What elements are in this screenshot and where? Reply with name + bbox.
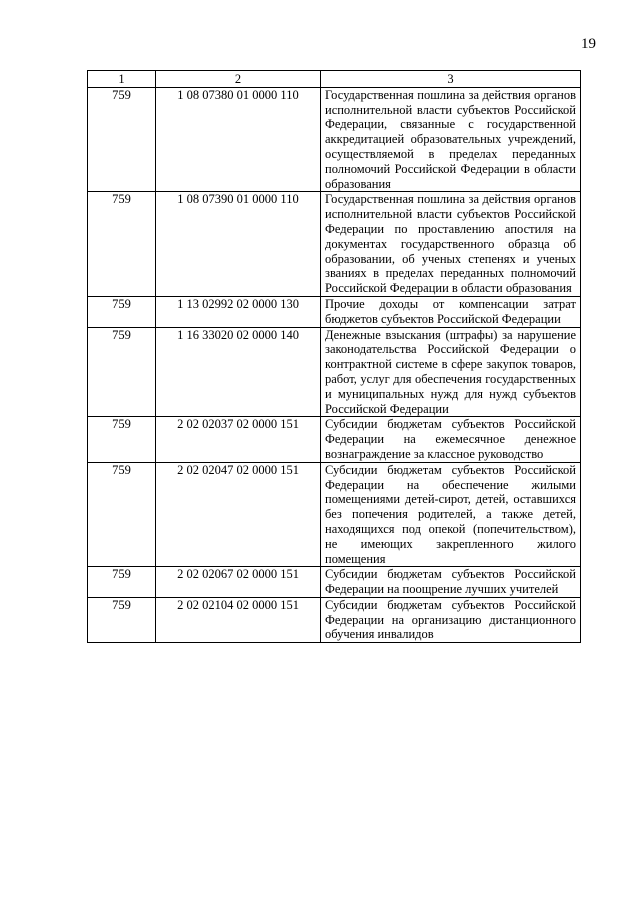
table-row — [88, 597, 581, 642]
admin-code-cell: 759 — [88, 462, 156, 567]
column-header-name: 3 — [321, 71, 581, 88]
admin-code-cell: 759 — [88, 192, 156, 297]
column-header-code: 2 — [156, 71, 321, 88]
table-row — [88, 567, 581, 598]
table-row — [88, 296, 581, 327]
revenue-name-cell: Денежные взыскания (штрафы) за нарушение законодательства Российской Федерации о контрактной системе в сфере закупок товаров, работ, услуг для обеспечения государственных и муниципальных нужд для нужд субъектов Российской Федерации — [321, 327, 581, 417]
revenue-name-cell: Государственная пошлина за действия органов исполнительной власти субъектов Российской Федерации по проставлению апостиля на документах государственного образца об образовании, об ученых степенях и ученых званиях в пределах переданных полномочий Российской Федерации в области образования — [321, 192, 581, 297]
budget-code-cell: 2 02 02104 02 0000 151 — [156, 597, 321, 642]
table-row — [88, 327, 581, 417]
revenue-name-cell: Субсидии бюджетам субъектов Российской Федерации на ежемесячное денежное вознаграждение за классное руководство — [321, 417, 581, 462]
revenue-name-cell: Прочие доходы от компенсации затрат бюджетов субъектов Российской Федерации — [321, 296, 581, 327]
budget-classification-table — [87, 70, 581, 643]
admin-code-cell: 759 — [88, 327, 156, 417]
admin-code-cell: 759 — [88, 296, 156, 327]
revenue-name-cell: Субсидии бюджетам субъектов Российской Федерации на поощрение лучших учителей — [321, 567, 581, 598]
revenue-name-cell: Субсидии бюджетам субъектов Российской Федерации на организацию дистанционного обучения инвалидов — [321, 597, 581, 642]
column-header-admin: 1 — [88, 71, 156, 88]
revenue-name-cell: Государственная пошлина за действия органов исполнительной власти субъектов Российской Федерации, связанные с государственной аккредитацией образовательных учреждений, осуществляемой в пределах переданных полномочий Российской Федерации в области образования — [321, 87, 581, 192]
budget-code-cell: 1 08 07390 01 0000 110 — [156, 192, 321, 297]
budget-code-cell: 1 08 07380 01 0000 110 — [156, 87, 321, 192]
budget-code-cell: 1 13 02992 02 0000 130 — [156, 296, 321, 327]
revenue-name-cell: Субсидии бюджетам субъектов Российской Федерации на обеспечение жилыми помещениями детей-сирот, детей, оставшихся без попечения родителей, а также детей, находящихся под опекой (попечительством), не имеющих закрепленного жилого помещения — [321, 462, 581, 567]
table-row — [88, 87, 581, 192]
admin-code-cell: 759 — [88, 87, 156, 192]
budget-code-cell: 2 02 02067 02 0000 151 — [156, 567, 321, 598]
table-body — [88, 87, 581, 642]
table-row — [88, 192, 581, 297]
page-number: 19 — [581, 36, 596, 52]
admin-code-cell: 759 — [88, 597, 156, 642]
table-header — [88, 71, 581, 88]
budget-code-cell: 2 02 02037 02 0000 151 — [156, 417, 321, 462]
table-row — [88, 417, 581, 462]
budget-code-cell: 1 16 33020 02 0000 140 — [156, 327, 321, 417]
header-row — [88, 71, 581, 88]
admin-code-cell: 759 — [88, 417, 156, 462]
budget-code-cell: 2 02 02047 02 0000 151 — [156, 462, 321, 567]
admin-code-cell: 759 — [88, 567, 156, 598]
table-row — [88, 462, 581, 567]
